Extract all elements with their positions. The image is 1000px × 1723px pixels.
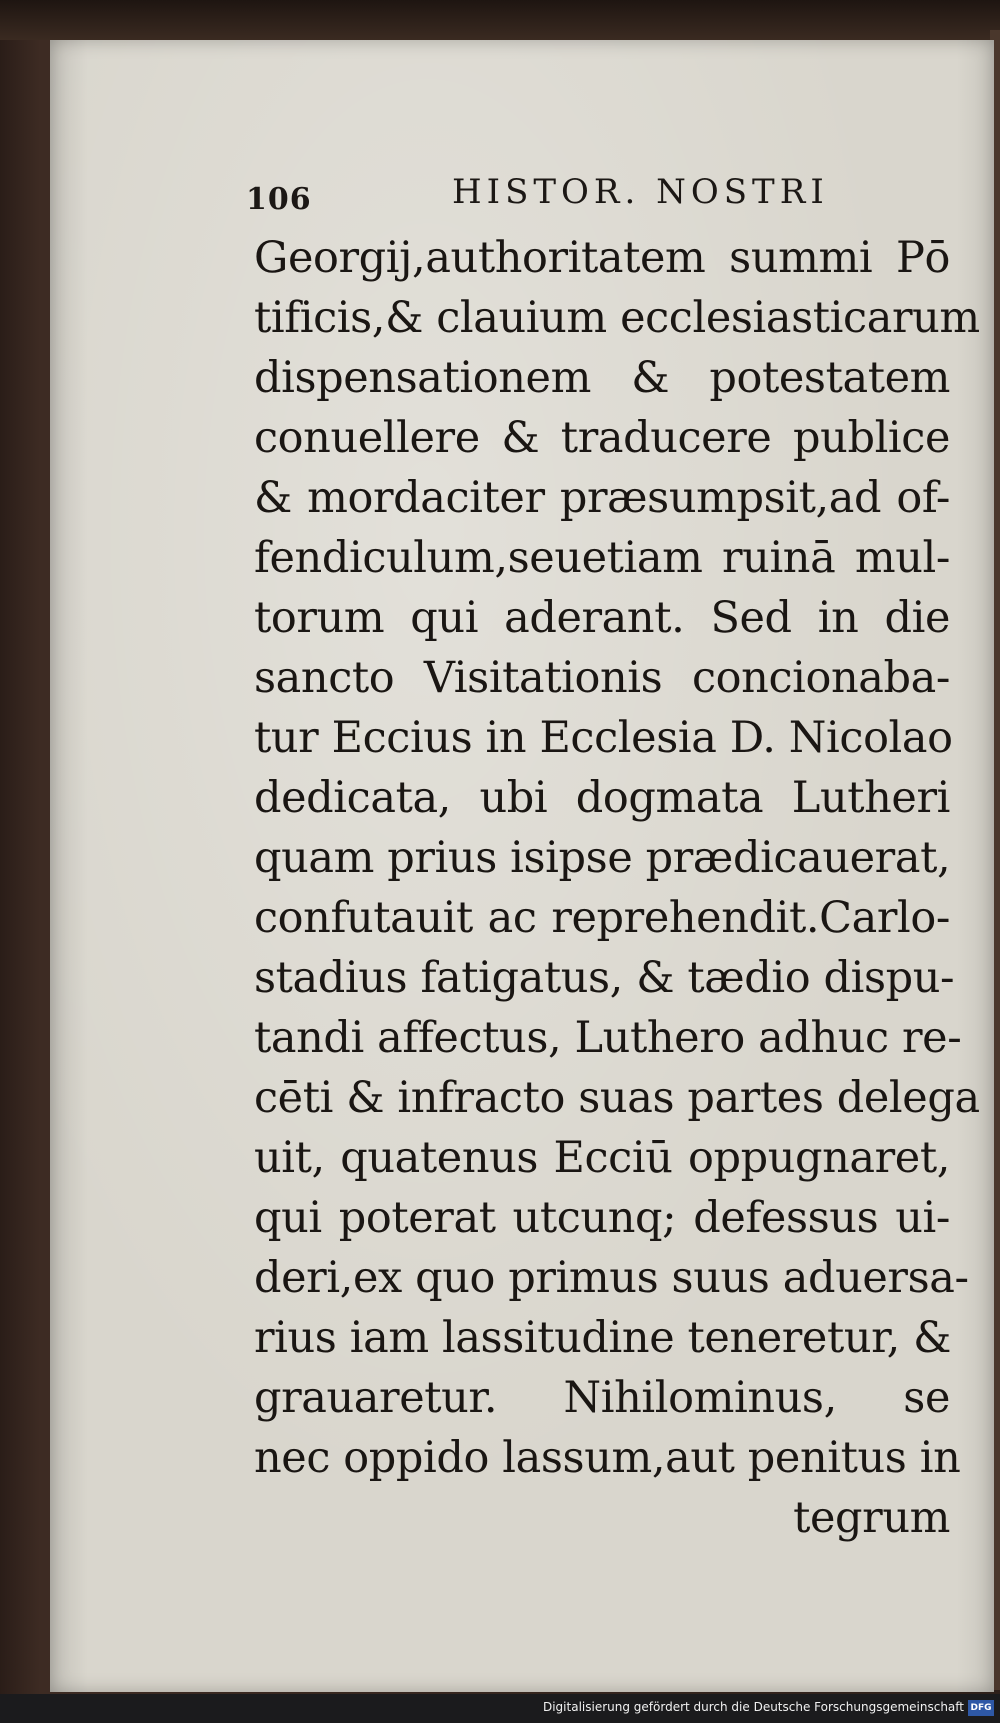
text-line: quam prius isipse prædicauerat, <box>254 833 951 883</box>
page-number: 106 <box>246 182 312 217</box>
text-line: qui poterat utcunq; defessus ui- <box>254 1193 950 1243</box>
text-line: stadius fatigatus, & tædio dispu- <box>254 953 955 1003</box>
text-line: tandi affectus, Luthero adhuc re- <box>254 1013 962 1063</box>
text-line: dedicata, ubi dogmata Lutheri <box>254 773 950 823</box>
text-line: uit, quatenus Ecciū oppugnaret, <box>254 1133 950 1183</box>
digitization-footer <box>0 1694 1000 1723</box>
text-line: conuellere & traducere publice <box>254 413 950 463</box>
text-line: & mordaciter præsumpsit,ad of- <box>254 473 950 523</box>
text-line: confutauit ac reprehendit.Carlo- <box>254 893 950 943</box>
text-line: torum qui aderant. Sed in die <box>254 593 950 643</box>
book-top-edge <box>0 0 1000 40</box>
body-text <box>254 228 980 1548</box>
running-head <box>246 172 846 222</box>
text-line: tificis,& clauium ecclesiasticarum <box>254 293 980 343</box>
funding-credit: Digitalisierung gefördert durch die Deutsche Forschungsgemeinschaft <box>542 1700 964 1714</box>
text-line: grauaretur. Nihilominus, se <box>254 1373 950 1423</box>
dfg-logo-icon: DFG <box>968 1700 994 1716</box>
text-line: tur Eccius in Ecclesia D. Nicolao <box>254 713 953 763</box>
running-head-title: HISTOR. NOSTRI <box>452 172 829 212</box>
text-line: nec oppido lassum,aut penitus in <box>254 1433 961 1483</box>
text-line: deri,ex quo primus suus aduersa- <box>254 1253 969 1303</box>
text-line: fendiculum,seuetiam ruinā mul- <box>254 533 950 583</box>
catchword: tegrum <box>793 1493 950 1543</box>
text-line: dispensationem & potestatem <box>254 353 950 403</box>
text-line: sancto Visitationis concionaba- <box>254 653 950 703</box>
text-line: Georgij,authoritatem summi Pō <box>254 233 950 283</box>
text-line: cēti & infracto suas partes delega <box>254 1073 980 1123</box>
text-line: rius iam lassitudine teneretur, & <box>254 1313 951 1363</box>
